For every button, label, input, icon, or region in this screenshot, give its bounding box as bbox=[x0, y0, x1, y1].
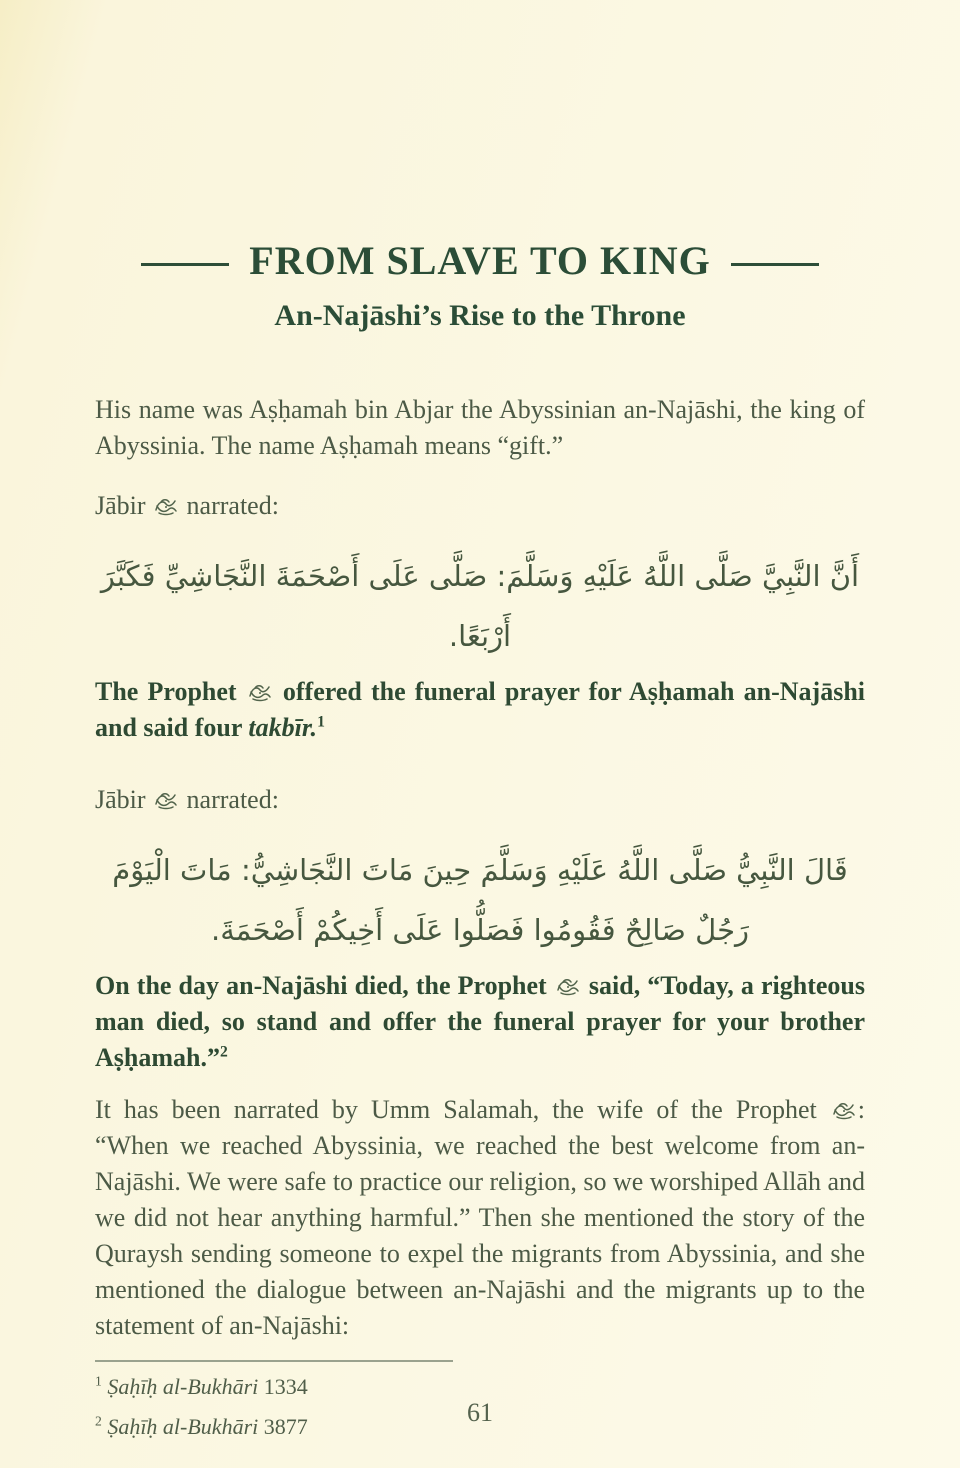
footnote-marker: 1 bbox=[95, 1373, 102, 1389]
translation-text: offered the funeral prayer for Aṣḥamah an-Najāshi and said four bbox=[95, 677, 866, 742]
narration1-translation bbox=[95, 674, 865, 746]
umm-salamah-paragraph bbox=[95, 1092, 865, 1344]
narration2-narrator-line bbox=[95, 782, 865, 818]
page-number: 61 bbox=[467, 1398, 493, 1427]
narration1-arabic-hadith: أَنَّ النَّبِيَّ صَلَّى اللَّهُ عَلَيْهِ وَسَلَّمَ: صَلَّى عَلَى أَصْحَمَةَ النَّجَاشِيِّ فَكَبَّرَ أَرْبَعًا. bbox=[100, 559, 860, 653]
footnote-number: 3877 bbox=[263, 1414, 308, 1439]
narration1-narrator-line bbox=[95, 488, 865, 524]
chapter-header bbox=[95, 0, 865, 334]
footnote-source: Ṣaḥīḥ al-Bukhāri bbox=[107, 1414, 259, 1439]
honorific-radiallahu-anhu-icon bbox=[153, 791, 179, 811]
narrator-name: Jābir bbox=[95, 785, 146, 814]
chapter-subtitle: An-Najāshi’s Rise to the Throne bbox=[274, 299, 686, 332]
narration2-arabic-hadith: قَالَ النَّبِيُّ صَلَّى اللَّهُ عَلَيْهِ وَسَلَّمَ حِينَ مَاتَ النَّجَاشِيُّ: مَاتَ الْيَوْمَ رَجُلٌ صَالِحٌ فَقُومُوا فَصَلُّوا عَلَى أَخِيكُمْ أَصْحَمَةَ. bbox=[112, 853, 848, 947]
footnote-marker: 2 bbox=[95, 1413, 102, 1429]
honorific-sallallahu-alayhi-wasallam-icon bbox=[247, 683, 273, 703]
translation-text: said, “Today, a righteous man died, so stand and offer the funeral prayer for your brother Aṣḥamah.” bbox=[95, 971, 865, 1072]
paragraph-text: : “When we reached Abyssinia, we reached the best welcome from an-Najāshi. We were safe to practice our religion, so we worshiped Allāh and we did not hear anything harmful.” Then she mentioned the story of the Quraysh sending someone to expel the migrants from Abyssinia, and she mentioned the dialogue between an-Najāshi and the migrants up to the statement of an-Najāshi: bbox=[95, 1095, 866, 1340]
honorific-sallallahu-alayhi-wasallam-icon bbox=[831, 1101, 857, 1121]
chapter-title-row bbox=[95, 238, 865, 284]
intro-paragraph: His name was Aṣḥamah bin Abjar the Abyssinian an-Najāshi, the king of Abyssinia. The name Aṣḥamah means “gift.” bbox=[95, 395, 865, 460]
title-rule-right bbox=[731, 263, 819, 266]
narrator-name: Jābir bbox=[95, 491, 146, 520]
honorific-sallallahu-alayhi-wasallam-icon bbox=[555, 977, 581, 997]
narrated-label: narrated: bbox=[186, 785, 279, 814]
translation-term-italic: takbīr. bbox=[248, 713, 318, 742]
honorific-radiallahu-anhu-icon bbox=[153, 497, 179, 517]
translation-text: The Prophet bbox=[95, 677, 237, 706]
translation-text: On the day an-Najāshi died, the Prophet bbox=[95, 971, 547, 1000]
narrated-label: narrated: bbox=[186, 491, 279, 520]
footnote-number: 1334 bbox=[263, 1374, 308, 1399]
title-rule-left bbox=[141, 263, 229, 266]
narration2-translation bbox=[95, 968, 865, 1076]
footnote-reference-2: 2 bbox=[219, 1043, 228, 1061]
footnote-source: Ṣaḥīḥ al-Bukhāri bbox=[107, 1374, 259, 1399]
footnote-separator-rule bbox=[95, 1360, 453, 1362]
chapter-title: FROM SLAVE TO KING bbox=[249, 238, 711, 283]
paragraph-text: It has been narrated by Umm Salamah, the wife of the Prophet bbox=[95, 1095, 817, 1124]
footnote-reference-1: 1 bbox=[317, 713, 325, 731]
